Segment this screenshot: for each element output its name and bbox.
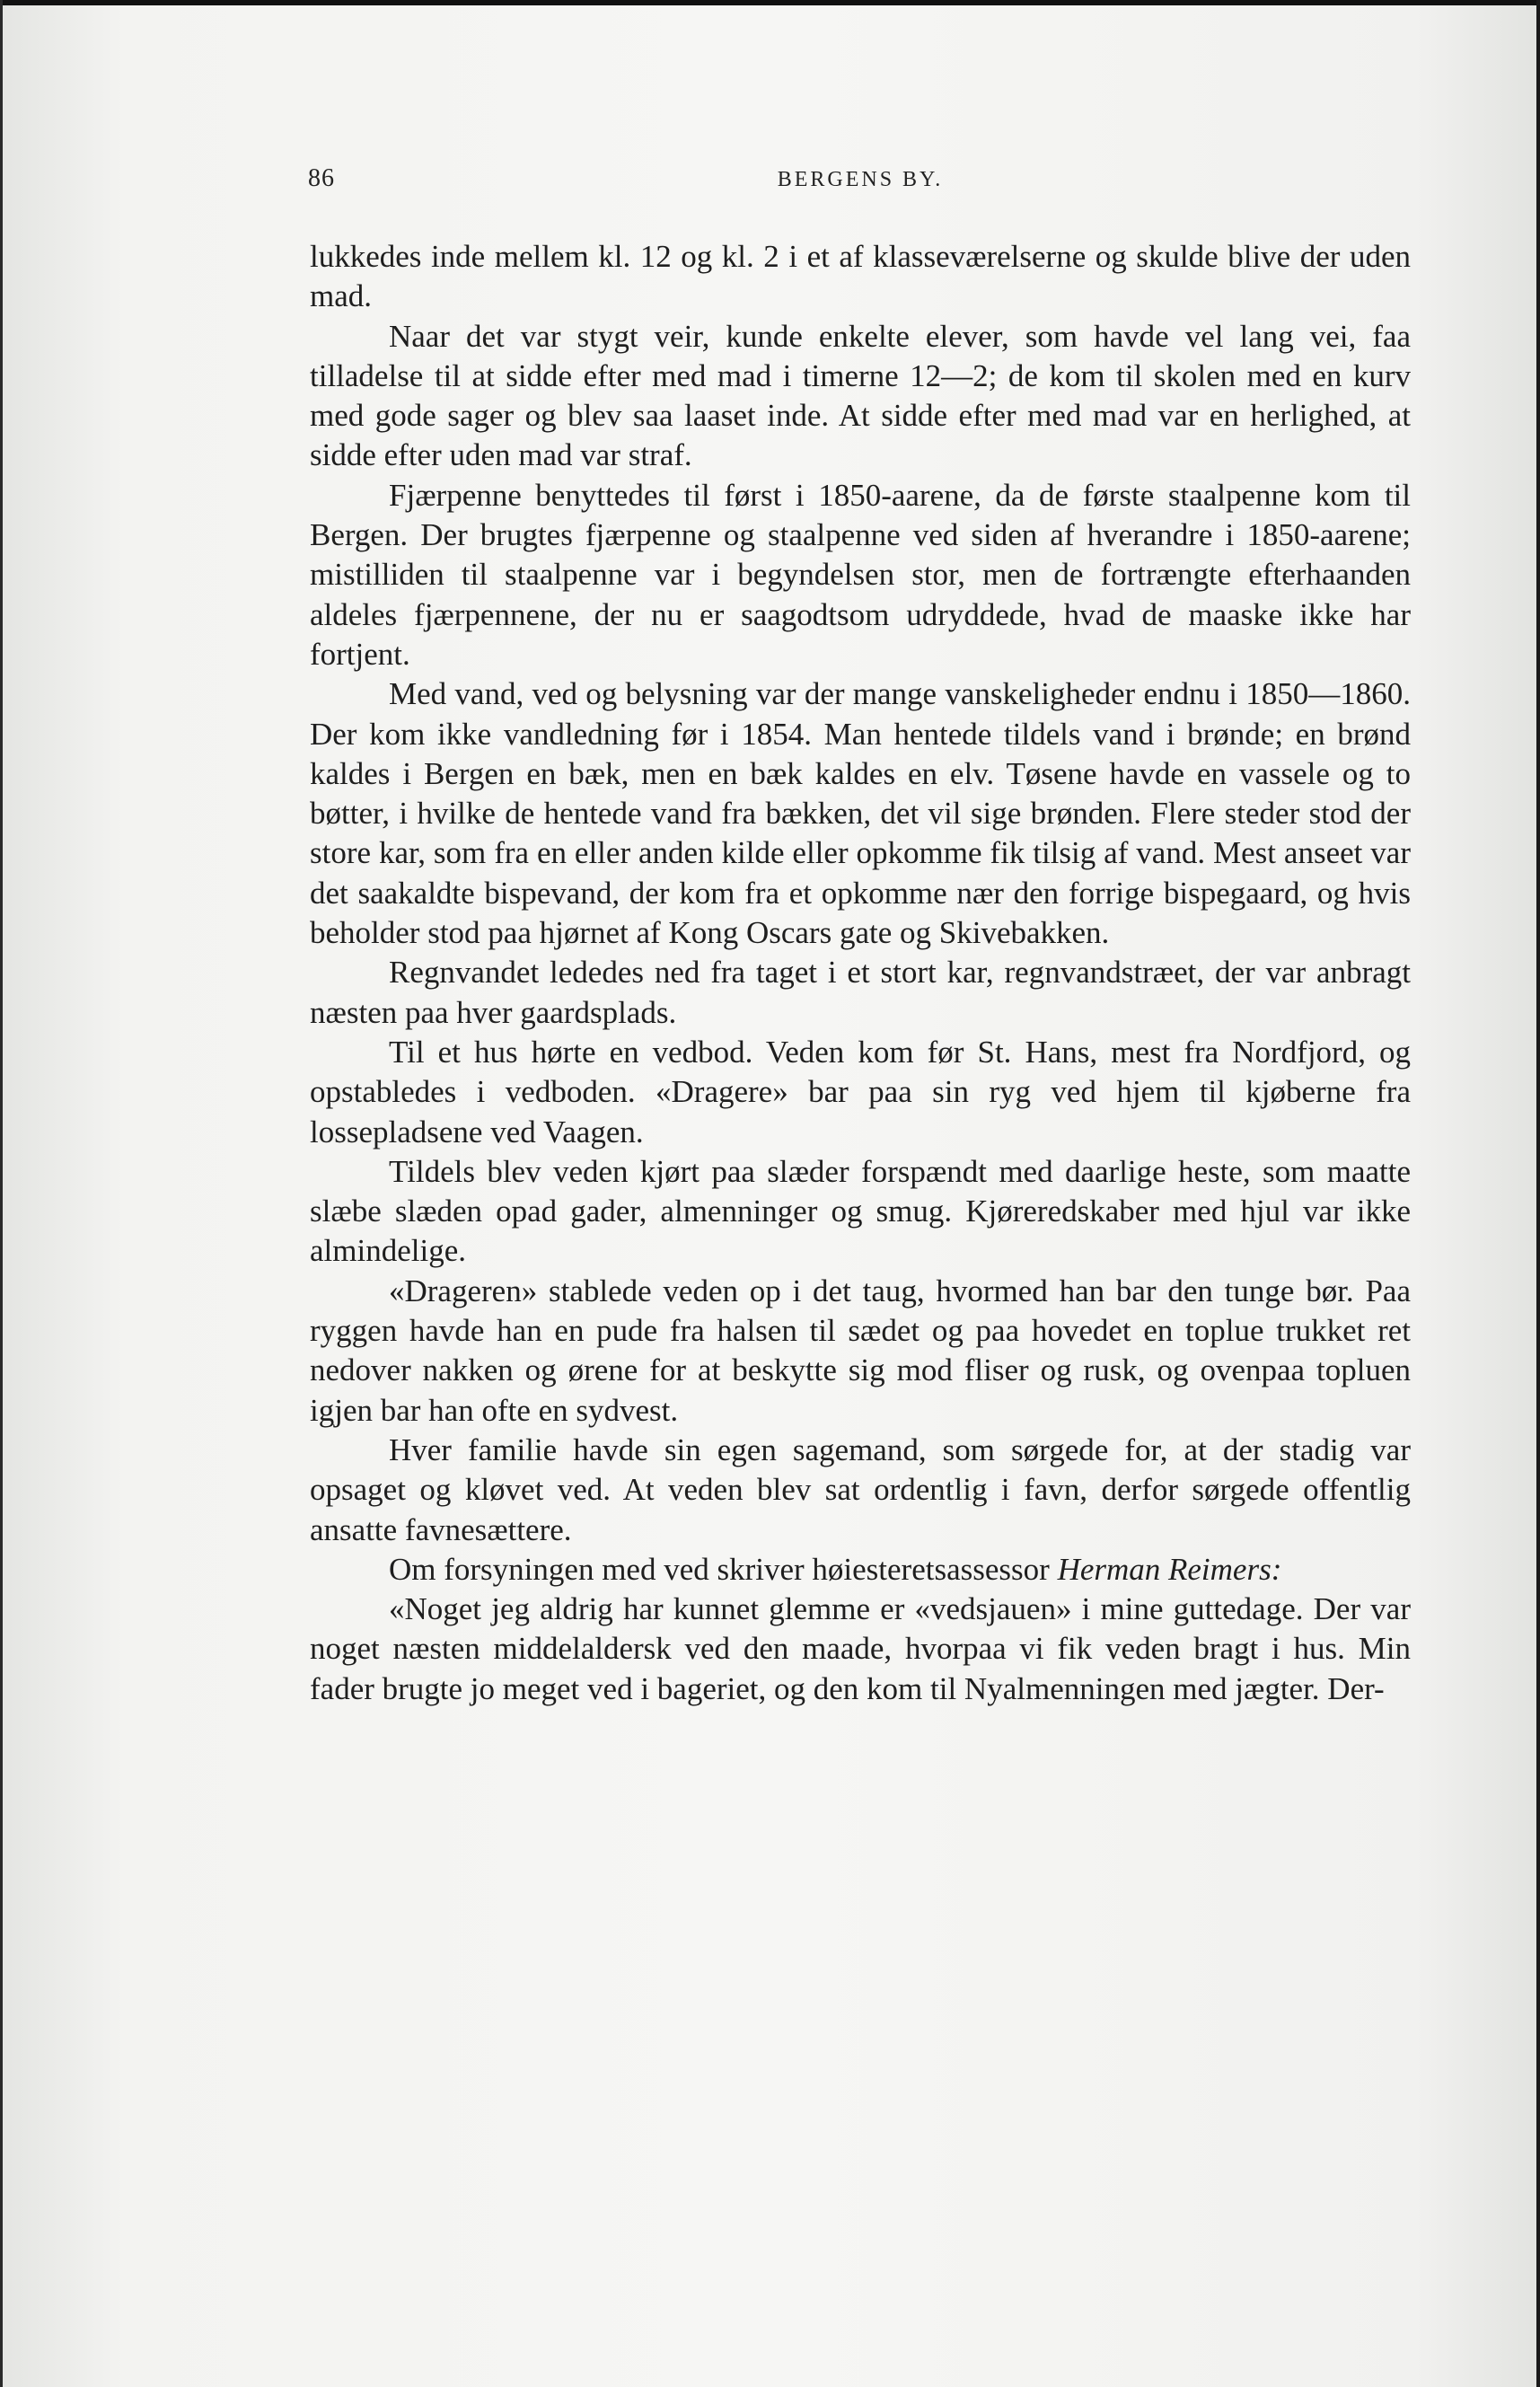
paragraph-10 [310, 1550, 1411, 1590]
paragraph-text: Tildels blev veden kjørt paa slæder forspændt med daarlige heste, som maatte slæbe slæden opad gader, almenninger og smug. Kjøreredskaber med hjul var ikke almindelige. [310, 1153, 1411, 1269]
scan-border-left [0, 0, 3, 2387]
page-number: 86 [308, 164, 335, 192]
paragraph-11 [310, 1590, 1411, 1709]
paragraph-9 [310, 1431, 1411, 1550]
paragraph-text: Naar det var stygt veir, kunde enkelte elever, som havde vel lang vei, faa tilladelse til at sidde efter med mad i timerne 12—2; de kom til skolen med en kurv med gode sager og blev saa laaset inde. At sidde efter med mad var en herlighed, at sidde efter uden mad var straf. [310, 318, 1411, 473]
paragraph-text: Fjærpenne benyttedes til først i 1850-aarene, da de første staalpenne kom til Bergen. Der brugtes fjærpenne og staalpenne ved siden af hverandre i 1850-aarene; mistilliden til staalpenne var i begyndelsen stor, men de fortrængte efterhaanden aldeles fjærpennene, der nu er saagodtsom udryddede, hvad de maaske ikke har fortjent. [310, 477, 1411, 672]
paragraph-text: «Noget jeg aldrig har kunnet glemme er «vedsjauen» i mine guttedage. Der var noget næsten middelaldersk ved den maade, hvorpaa vi fik veden bragt i hus. Min fader brugte jo meget ved i bageriet, og den kom til Nyalmenningen med jægter. Der- [310, 1591, 1411, 1706]
scan-border-right [1536, 0, 1540, 2387]
paragraph-2 [310, 317, 1411, 476]
paragraph-text: Regnvandet lededes ned fra taget i et stort kar, regnvandstræet, der var anbragt næsten paa hver gaardsplads. [310, 955, 1411, 1030]
body-text [310, 237, 1411, 1709]
page-header [308, 164, 1412, 200]
scan-border-top [0, 0, 1540, 5]
paragraph-5 [310, 953, 1411, 1033]
paragraph-text: Til et hus hørte en vedbod. Veden kom før St. Hans, mest fra Nordfjord, og opstabledes i vedboden. «Dragere» bar paa sin ryg ved hjem til kjøberne fra lossepladsene ved Vaagen. [310, 1034, 1411, 1149]
paragraph-text: Om forsyningen med ved skriver høiesteretsassessor [389, 1551, 1058, 1587]
paragraph-6 [310, 1033, 1411, 1152]
paragraph-4 [310, 674, 1411, 953]
running-head: BERGENS BY. [777, 168, 944, 191]
paragraph-text: «Drageren» stablede veden op i det taug, hvormed han bar den tunge bør. Paa ryggen havde han en pude fra halsen til sædet og paa hovedet en toplue trukket ret nedover nakken og ørene for at beskytte sig mod fliser og rusk, og ovenpaa topluen igjen bar han ofte en sydvest. [310, 1273, 1411, 1428]
paragraph-1 [310, 237, 1411, 317]
author-name: Herman Reimers: [1057, 1551, 1282, 1587]
paragraph-text: lukkedes inde mellem kl. 12 og kl. 2 i et af klasseværelserne og skulde blive der uden mad. [310, 239, 1411, 314]
paragraph-3 [310, 476, 1411, 674]
paragraph-7 [310, 1152, 1411, 1272]
paragraph-text: Med vand, ved og belysning var der mange vanskeligheder endnu i 1850—1860. Der kom ikke vandledning før i 1854. Man hentede tildels vand i brønde; en brønd kaldes i Bergen en bæk, men en bæk kaldes en elv. Tøsene havde en vassele og to bøtter, i hvilke de hentede vand fra bækken, det vil sige brønden. Flere steder stod der store kar, som fra en eller anden kilde eller opkomme fik tilsig af vand. Mest anseet var det saakaldte bispevand, der kom fra et opkomme nær den forrige bispegaard, og hvis beholder stod paa hjørnet af Kong Oscars gate og Skivebakken. [310, 676, 1411, 951]
paragraph-text: Hver familie havde sin egen sagemand, som sørgede for, at der stadig var opsaget og kløvet ved. At veden blev sat ordentlig i favn, derfor sørgede offentlig ansatte favnesættere. [310, 1431, 1411, 1547]
paragraph-8 [310, 1272, 1411, 1431]
